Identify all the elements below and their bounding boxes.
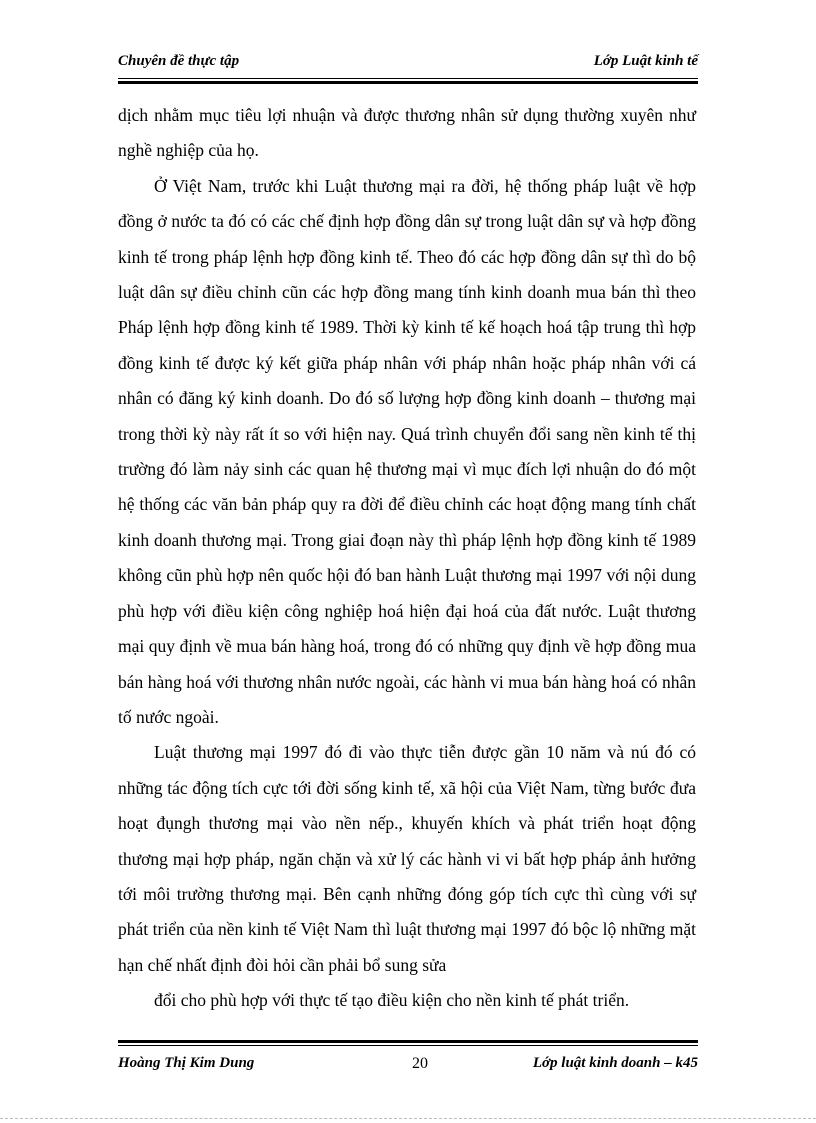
paragraph: Ở Việt Nam, trước khi Luật thương mại ra đời, hệ thống pháp luật về hợp đồng ở nước ta đó có các chế định hợp đồng dân sự trong luật dân sự và hợp đồng kinh tế trong pháp lệnh hợp đồng kinh tế. Theo đó các hợp đồng dân sự thì do bộ luật dân sự điều chỉnh cũn các hợp đồng mang tính kinh doanh mua bán thì theo Pháp lệnh hợp đồng kinh tế 1989. Thời kỳ kinh tế kế hoạch hoá tập trung thì hợp đồng kinh tế được ký kết giữa pháp nhân với pháp nhân hoặc pháp nhân với cá nhân có đăng ký kinh doanh. Do đó số lượng hợp đồng kinh doanh – thương mại trong thời kỳ này rất ít so với hiện nay. Quá trình chuyển đổi sang nền kinh tế thị trường đó làm nảy sinh các quan hệ thương mại vì mục đích lợi nhuận do đó một hệ thống các văn bản pháp quy ra đời để điều chỉnh các hoạt động mang tính chất kinh doanh thương mại. Trong giai đoạn này thì pháp lệnh hợp đồng kinh tế 1989 không cũn phù hợp nên quốc hội đó ban hành Luật thương mại 1997 với nội dung phù hợp với điều kiện công nghiệp hoá hiện đại hoá của đất nước. Luật thương mại quy định về mua bán hàng hoá, trong đó có những quy định về hợp đồng mua bán hàng hoá với thương nhân nước ngoài, các hành vi mua bán hàng hoá có nhân tố nước ngoài. [118,175,696,727]
page-edge [0,1118,816,1119]
header-left-title: Chuyên đề thực tập [118,53,240,69]
paragraph-final-line: đổi cho phù hợp với thực tế tạo điều kiện cho nền kinh tế phát triển. [154,990,630,1011]
header-right-title: Lớp Luật kinh tế [593,53,698,69]
paragraph-continuation: dịch nhằm mục tiêu lợi nhuận và được thương nhân sử dụng thường xuyên như nghề nghiệp của họ. [118,105,696,161]
header-rule-thick [118,81,698,84]
footer-rule-thin [118,1045,698,1046]
footer-rule-thick [118,1040,698,1043]
header-rule-thin [118,78,698,79]
page-header [118,53,698,75]
footer-author: Hoàng Thị Kim Dung [118,1055,255,1071]
body-text [118,98,696,1019]
footer-class: Lớp luật kinh doanh – k45 [532,1055,698,1071]
page-number: 20 [412,1055,428,1072]
page-footer [118,1055,698,1077]
paragraph: Luật thương mại 1997 đó đi vào thực tiễn được gần 10 năm và nú đó có những tác động tích cực tới đời sống kinh tế, xã hội của Việt Nam, từng bước đưa hoạt đụngh thương mại vào nền nếp., khuyến khích và phát triển hoạt động thương mại hợp pháp, ngăn chặn và xử lý các hành vi vi bất hợp pháp ảnh hưởng tới môi trường thương mại. Bên cạnh những đóng góp tích cực thì cùng với sự phát triển của nền kinh tế Việt Nam thì luật thương mại 1997 đó bộc lộ những mặt hạn chế nhất định đòi hỏi cần phải bổ sung sửa [118,742,696,975]
